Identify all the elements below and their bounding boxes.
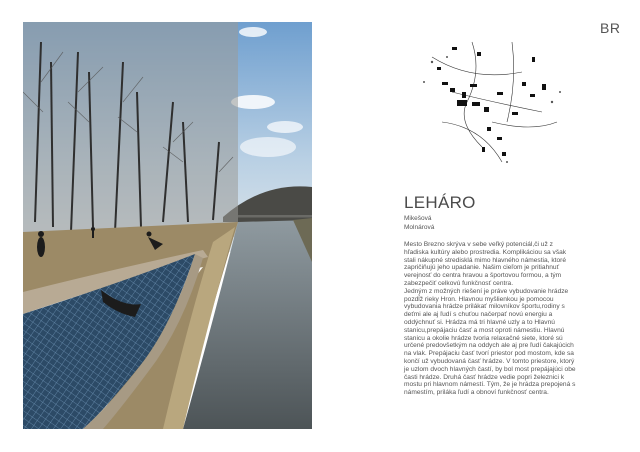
project-title: LEHÁRO [404,193,476,212]
section-code: BR [600,20,621,36]
author-name: Mikešová [404,215,432,222]
project-description [404,241,576,397]
site-plan-map [412,22,567,172]
authors-list [404,214,434,232]
description-paragraph: Jedným z možných riešení je práve vybudovanie hrádze pozdĺž rieky Hron. Hlavnou myšlienkou je pomocou vybudovania hrádze prilákať milovníkov športu,rodiny s deťmi ale aj ľudí s chuťou načerpať novú energiu a oddýchnuť si. Hrádza má tri hlavné uzly a to Hlavnú stanicu,prepájaciu časť a most oproti námestiu. Hlavnú stanicu a okolie hrádze tvoria relaxačné siete, ktoré sú určené predovšetkým na oddych ale aj pre ľudí čakajúcich na vlak. Prepájaciu časť tvorí priestor pod mostom, kde sa končí už vybudovaná časť hrádze. V tomto priestore, ktorý je uzlom dvoch hlavných častí, by bol most prepájajúci obe časti hrádze. Druhá časť hrádze vedie popri železnici k mostu pri hlavnom námestí. Tým, že je hrádza prepojená s námestím, priláka ľudí a obnoví funkčnosť centra. [404,287,576,397]
author-name: Molnárová [404,224,435,231]
description-paragraph: Mesto Brezno skrýva v sebe veľký potenciál,či už z hľadiska kultúry alebo prostredia. Komplikáciou sa však stali nákupné stredisklá mimo hlavného námestia, ktoré zapričiňujú jeho upadanie. Našim cieľom je pritiahnuť verejnosť do centra hravou a športovou formou, a tým zabezpečiť celkovú funkčnosť centra. [404,241,567,287]
riverside-dam-visualization [23,22,312,429]
